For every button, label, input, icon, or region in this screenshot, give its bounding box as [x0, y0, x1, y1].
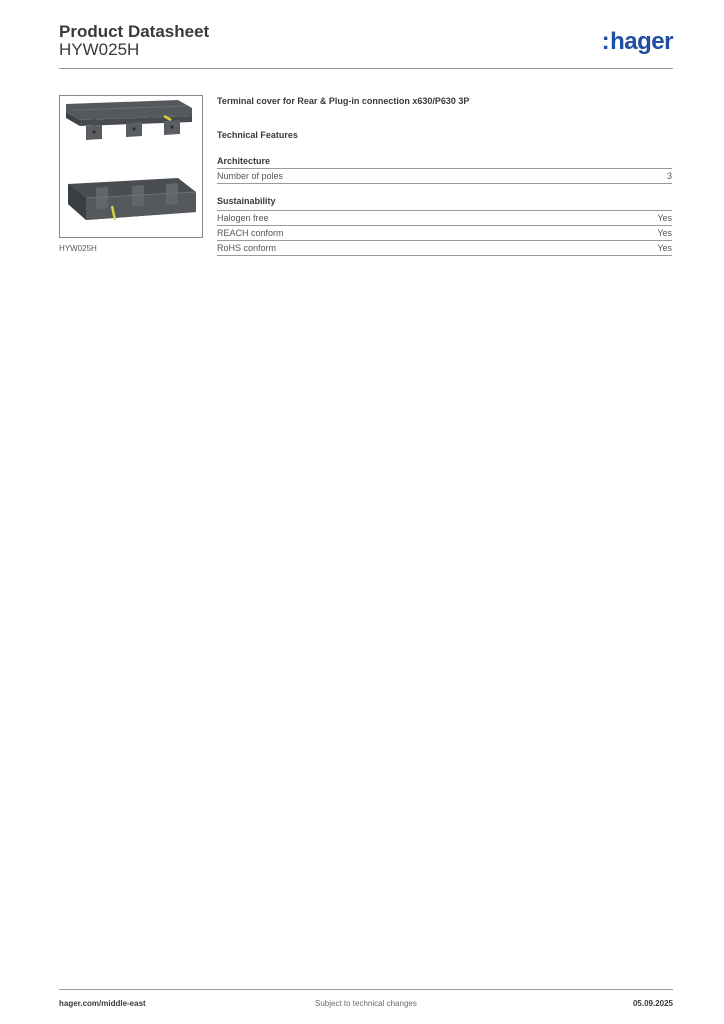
- image-caption: HYW025H: [59, 244, 97, 253]
- footer-notice: Subject to technical changes: [315, 999, 417, 1008]
- technical-features-heading: Technical Features: [217, 130, 298, 140]
- feature-value: 3: [666, 171, 672, 181]
- feature-label: Halogen free: [217, 213, 269, 223]
- page-header: [59, 20, 673, 69]
- feature-value: Yes: [657, 243, 672, 253]
- terminal-cover-illustration: [60, 96, 202, 237]
- footer-date: 05.09.2025: [632, 999, 673, 1008]
- document-title: Product Datasheet: [59, 22, 210, 41]
- feature-label: Number of poles: [217, 171, 284, 181]
- feature-row: [217, 211, 672, 226]
- feature-label: RoHS conform: [217, 243, 277, 253]
- feature-label: REACH conform: [217, 228, 284, 238]
- product-code: HYW025H: [59, 40, 140, 59]
- section-sustainability-heading: Sustainability: [217, 196, 276, 206]
- feature-value: Yes: [657, 228, 672, 238]
- product-details: [217, 96, 672, 253]
- logo-dots-icon: :: [601, 28, 610, 55]
- product-description: Terminal cover for Rear & Plug-in connection x630/P630 3P: [217, 96, 470, 106]
- feature-row: [217, 169, 672, 184]
- footer-website-link[interactable]: hager.com/middle-east: [59, 999, 146, 1008]
- section-architecture-heading: Architecture: [217, 156, 271, 166]
- feature-row: [217, 241, 672, 256]
- logo-text: hager: [610, 28, 673, 55]
- feature-value: Yes: [657, 213, 672, 223]
- product-image: [59, 95, 203, 238]
- feature-row: [217, 226, 672, 241]
- page-footer: [59, 989, 673, 1014]
- hager-logo: [602, 28, 673, 56]
